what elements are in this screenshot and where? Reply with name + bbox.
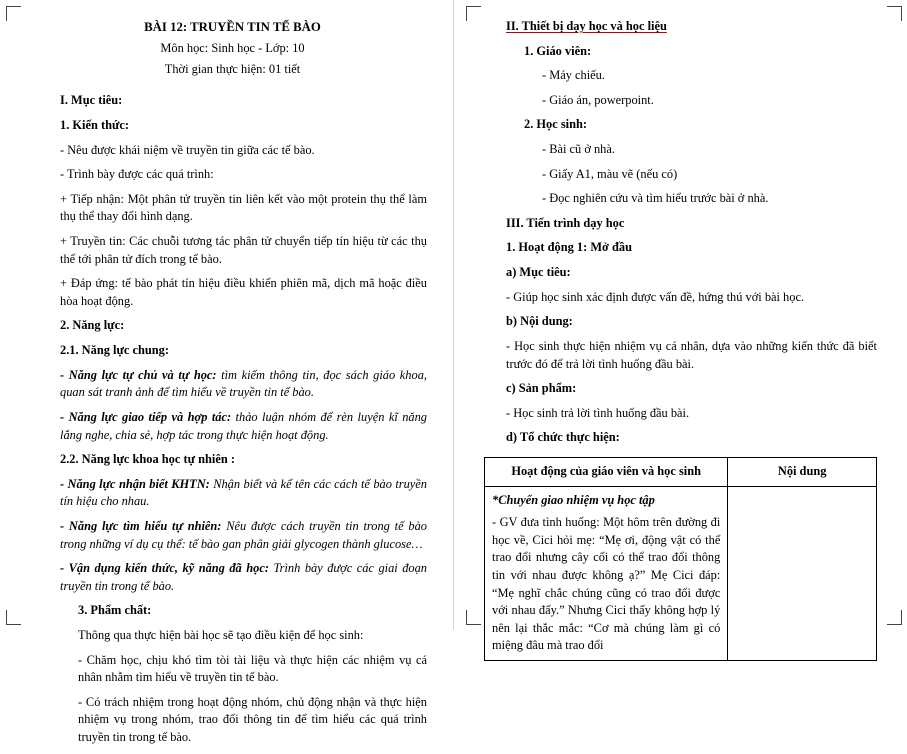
- para-van-dung-text: Trình bày được các giai đoạn truyền tin trong tế bào.: [60, 561, 428, 593]
- para-van-dung: [38, 560, 427, 595]
- para-truyen-tin: + Truyền tin: Các chuỗi tương tác phân tử chuyển tiếp tín hiệu từ các thụ thể tới phân tử đích trong tế bào.: [60, 234, 427, 266]
- para-nl-giao-tiep-text: thảo luận nhóm để rèn luyện kĩ năng lắng nghe, chia sẻ, hợp tác trong thực hiện hoạt động.: [60, 409, 427, 442]
- para-nl-giao-tiep-lead: - Năng lực giao tiếp và hợp tác:: [60, 409, 232, 424]
- heading-pham-chat: 3. Phẩm chất:: [78, 603, 152, 618]
- cell-subheading-chuyen-giao: *Chuyển giao nhiệm vụ học tập: [492, 492, 655, 507]
- heading-hoat-dong-1: 1. Hoạt động 1: Mở đầu: [506, 240, 632, 255]
- heading-giao-vien: 1. Giáo viên:: [524, 43, 592, 58]
- para-nl-giao-tiep: [38, 409, 427, 444]
- table-header-activity: Hoạt động của giáo viên và học sinh: [485, 457, 728, 486]
- item-giao-an: - Giáo án, powerpoint.: [542, 92, 654, 107]
- heading-noi-dung-b: b) Nội dung:: [506, 314, 573, 329]
- heading-muc-tieu: I. Mục tiêu:: [60, 93, 123, 108]
- item-may-chieu: - Máy chiếu.: [542, 68, 605, 83]
- left-page: [0, 0, 453, 745]
- para-hoc-sinh-tra-loi: - Học sinh trả lời tình huống đầu bài.: [506, 405, 690, 420]
- heading-thiet-bi: [484, 18, 877, 36]
- para-nl-tim-hieu-text: Nêu được cách truyền tin trong tế bào trong những ví dụ cụ thể: tế bào gan phân giải glycogen thành glucose…: [60, 518, 427, 551]
- heading-muc-tieu-a: a) Mục tiêu:: [506, 265, 571, 280]
- table-row: [485, 486, 877, 660]
- para-nl-nhan-biet-text: Nhận biết và kể tên các cách tế bào truyền tín hiệu cho nhau.: [60, 476, 427, 509]
- item-bai-cu: - Bài cũ ở nhà.: [542, 142, 615, 157]
- para-nl-tu-chu: [38, 367, 427, 402]
- heading-nl-khtn: 2.2. Năng lực khoa học tự nhiên :: [60, 452, 235, 467]
- right-page-content: [484, 18, 877, 661]
- para-hoc-sinh-thuc-hien: - Học sinh thực hiện nhiệm vụ cá nhân, dựa vào những kiến thức đã biết trước đó để trả lời tình huống đầu bài.: [506, 338, 877, 371]
- heading-hoc-sinh: 2. Học sinh:: [524, 117, 587, 132]
- para-van-dung-lead: - Vận dụng kiến thức, kỹ năng đã học:: [60, 561, 269, 576]
- left-body: [38, 92, 427, 746]
- para-giup-hoc-sinh: - Giúp học sinh xác định được vấn đề, hứng thú với bài học.: [506, 289, 805, 304]
- heading-kien-thuc: 1. Kiến thức:: [60, 117, 130, 132]
- para-khai-niem: - Nêu được khái niệm về truyền tin giữa các tế bào.: [60, 142, 315, 157]
- para-trinh-bay: - Trình bày được các quá trình:: [60, 167, 214, 182]
- para-nl-tu-chu-text: tìm kiếm thông tin, đọc sách giáo khoa, quan sát tranh ảnh để tìm hiểu về truyền tin tế bào.: [60, 367, 427, 400]
- para-nl-tu-chu-lead: - Năng lực tự chủ và tự học:: [60, 367, 217, 382]
- para-trach-nhiem: - Có trách nhiệm trong hoạt động nhóm, chủ động nhận và thực hiện nhiệm vụ trong nhóm, trao đổi thông tin để tìm hiểu các quá trình truyền tin trong tế bào.: [78, 694, 427, 745]
- para-nl-nhan-biet: [38, 476, 427, 511]
- para-dap-ung: + Đáp ứng: tế bào phát tín hiệu điều khiển phiên mã, dịch mã hoặc điều hòa hoạt động.: [60, 276, 427, 308]
- para-tiep-nhan: + Tiếp nhận: Một phân tử truyền tin liên kết vào một protein thụ thể làm thụ thể thay đổi hình dạng.: [60, 191, 427, 224]
- item-giay-a1: - Giấy A1, màu vẽ (nếu có): [542, 166, 678, 181]
- heading-to-chuc-d: d) Tổ chức thực hiện:: [506, 430, 620, 445]
- table-header-row: [485, 457, 877, 486]
- heading-nang-luc-chung: 2.1. Năng lực chung:: [60, 343, 169, 358]
- lesson-title: BÀI 12: TRUYỀN TIN TẾ BÀO: [144, 20, 321, 34]
- left-page-content: [38, 18, 427, 754]
- heading-san-pham-c: c) Sản phẩm:: [506, 381, 577, 396]
- para-nl-nhan-biet-lead: - Năng lực nhận biết KHTN:: [60, 476, 210, 491]
- heading-tien-trinh: III. Tiến trình dạy học: [506, 215, 625, 230]
- item-doc-nghien-cuu: - Đọc nghiên cứu và tìm hiểu trước bài ở nhà.: [542, 191, 769, 206]
- duration-line: Thời gian thực hiện: 01 tiết: [164, 61, 301, 76]
- heading-thiet-bi-text: II. Thiết bị dạy học và học liệu: [506, 19, 667, 33]
- right-page: [454, 0, 907, 653]
- subject-line: Môn học: Sinh học - Lớp: 10: [160, 41, 305, 56]
- heading-nang-luc: 2. Năng lực:: [60, 318, 125, 333]
- table-cell-content: [728, 486, 877, 660]
- table-cell-activity: [485, 486, 728, 660]
- para-dieu-kien: Thông qua thực hiện bài học sẽ tạo điều kiện để học sinh:: [78, 628, 364, 642]
- activity-table: [484, 457, 877, 661]
- para-cham-hoc: - Chăm học, chịu khó tìm tòi tài liệu và thực hiện các nhiệm vụ cá nhân nhằm tìm hiểu về truyền tin tế bào.: [78, 652, 427, 685]
- table-header-content: Nội dung: [728, 457, 877, 486]
- cell-text-tinh-huong: - GV đưa tình huống: Một hôm trên đường đi học về, Cici hỏi mẹ: “Mẹ ơi, động vật có thể trao đổi nhưng cây cối có thể trao đổi thông tin với nhau được không ạ?” Mẹ Cici đáp: “Mẹ nghĩ chắc chúng cũng có trao đổi được với nhau đấy.” Nhưng Cici thấy không hợp lý nên lại thắc mắc: “Cơ mà chúng làm gì có miệng đâu mà trao đổi: [492, 515, 721, 653]
- para-nl-tim-hieu-lead: - Năng lực tìm hiểu tự nhiên:: [60, 518, 222, 533]
- para-nl-tim-hieu: [38, 518, 427, 553]
